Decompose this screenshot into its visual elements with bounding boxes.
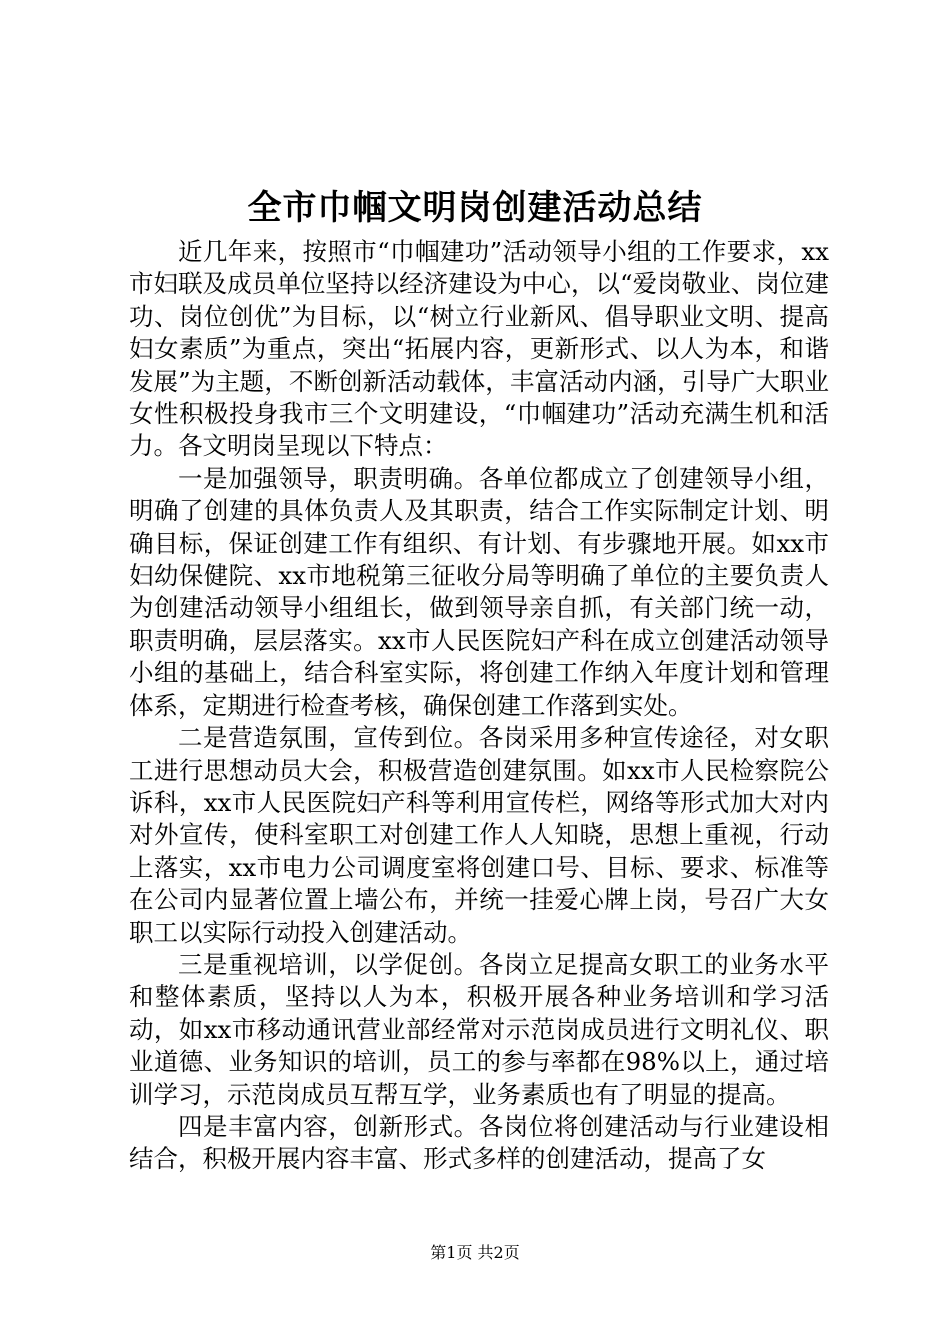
paragraph-point-3: 三是重视培训，以学促创。各岗立足提高女职工的业务水平和整体素质，坚持以人为本，积极开展各种业务培训和学习活动，如xx市移动通讯营业部经常对示范岗成员进行文明礼仪、职业道德、业务知识的培训，员工的参与率都在98%以上，通过培训学习，示范岗成员互帮互学，业务素质也有了明显的提高。 (129, 949, 829, 1109)
document-title: 全市巾帼文明岗创建活动总结 (247, 188, 703, 228)
paragraph-intro: 近几年来，按照市“巾帼建功”活动领导小组的工作要求，xx市妇联及成员单位坚持以经济建设为中心，以“爱岗敬业、岗位建功、岗位创优”为目标，以“树立行业新风、倡导职业文明、提高妇女素质”为重点，突出“拓展内容，更新形式、以人为本，和谐发展”为主题，不断创新活动载体，丰富活动内涵，引导广大职业女性积极投身我市三个文明建设，“巾帼建功”活动充满生机和活力。各文明岗呈现以下特点： (129, 237, 829, 461)
paragraph-point-2: 二是营造氛围，宣传到位。各岗采用多种宣传途径，对女职工进行思想动员大会，积极营造创建氛围。如xx市人民检察院公诉科，xx市人民医院妇产科等利用宣传栏，网络等形式加大对内对外宣传，使科室职工对创建工作人人知晓，思想上重视，行动上落实，xx市电力公司调度室将创建口号、目标、要求、标准等在公司内显著位置上墙公布，并统一挂爱心牌上岗，号召广大女职工以实际行动投入创建活动。 (129, 723, 829, 947)
paragraph-point-4: 四是丰富内容，创新形式。各岗位将创建活动与行业建设相结合，积极开展内容丰富、形式多样的创建活动，提高了女 (129, 1111, 829, 1174)
document-body (129, 236, 829, 1176)
page-number-footer: 第1页 共2页 (430, 1243, 520, 1262)
paragraph-point-1: 一是加强领导，职责明确。各单位都成立了创建领导小组，明确了创建的具体负责人及其职责，结合工作实际制定计划、明确目标，保证创建工作有组织、有计划、有步骤地开展。如xx市妇幼保健院、xx市地税第三征收分局等明确了单位的主要负责人为创建活动领导小组组长，做到领导亲自抓，有关部门统一动，职责明确，层层落实。xx市人民医院妇产科在成立创建活动领导小组的基础上，结合科室实际，将创建工作纳入年度计划和管理体系，定期进行检查考核，确保创建工作落到实处。 (129, 463, 829, 720)
